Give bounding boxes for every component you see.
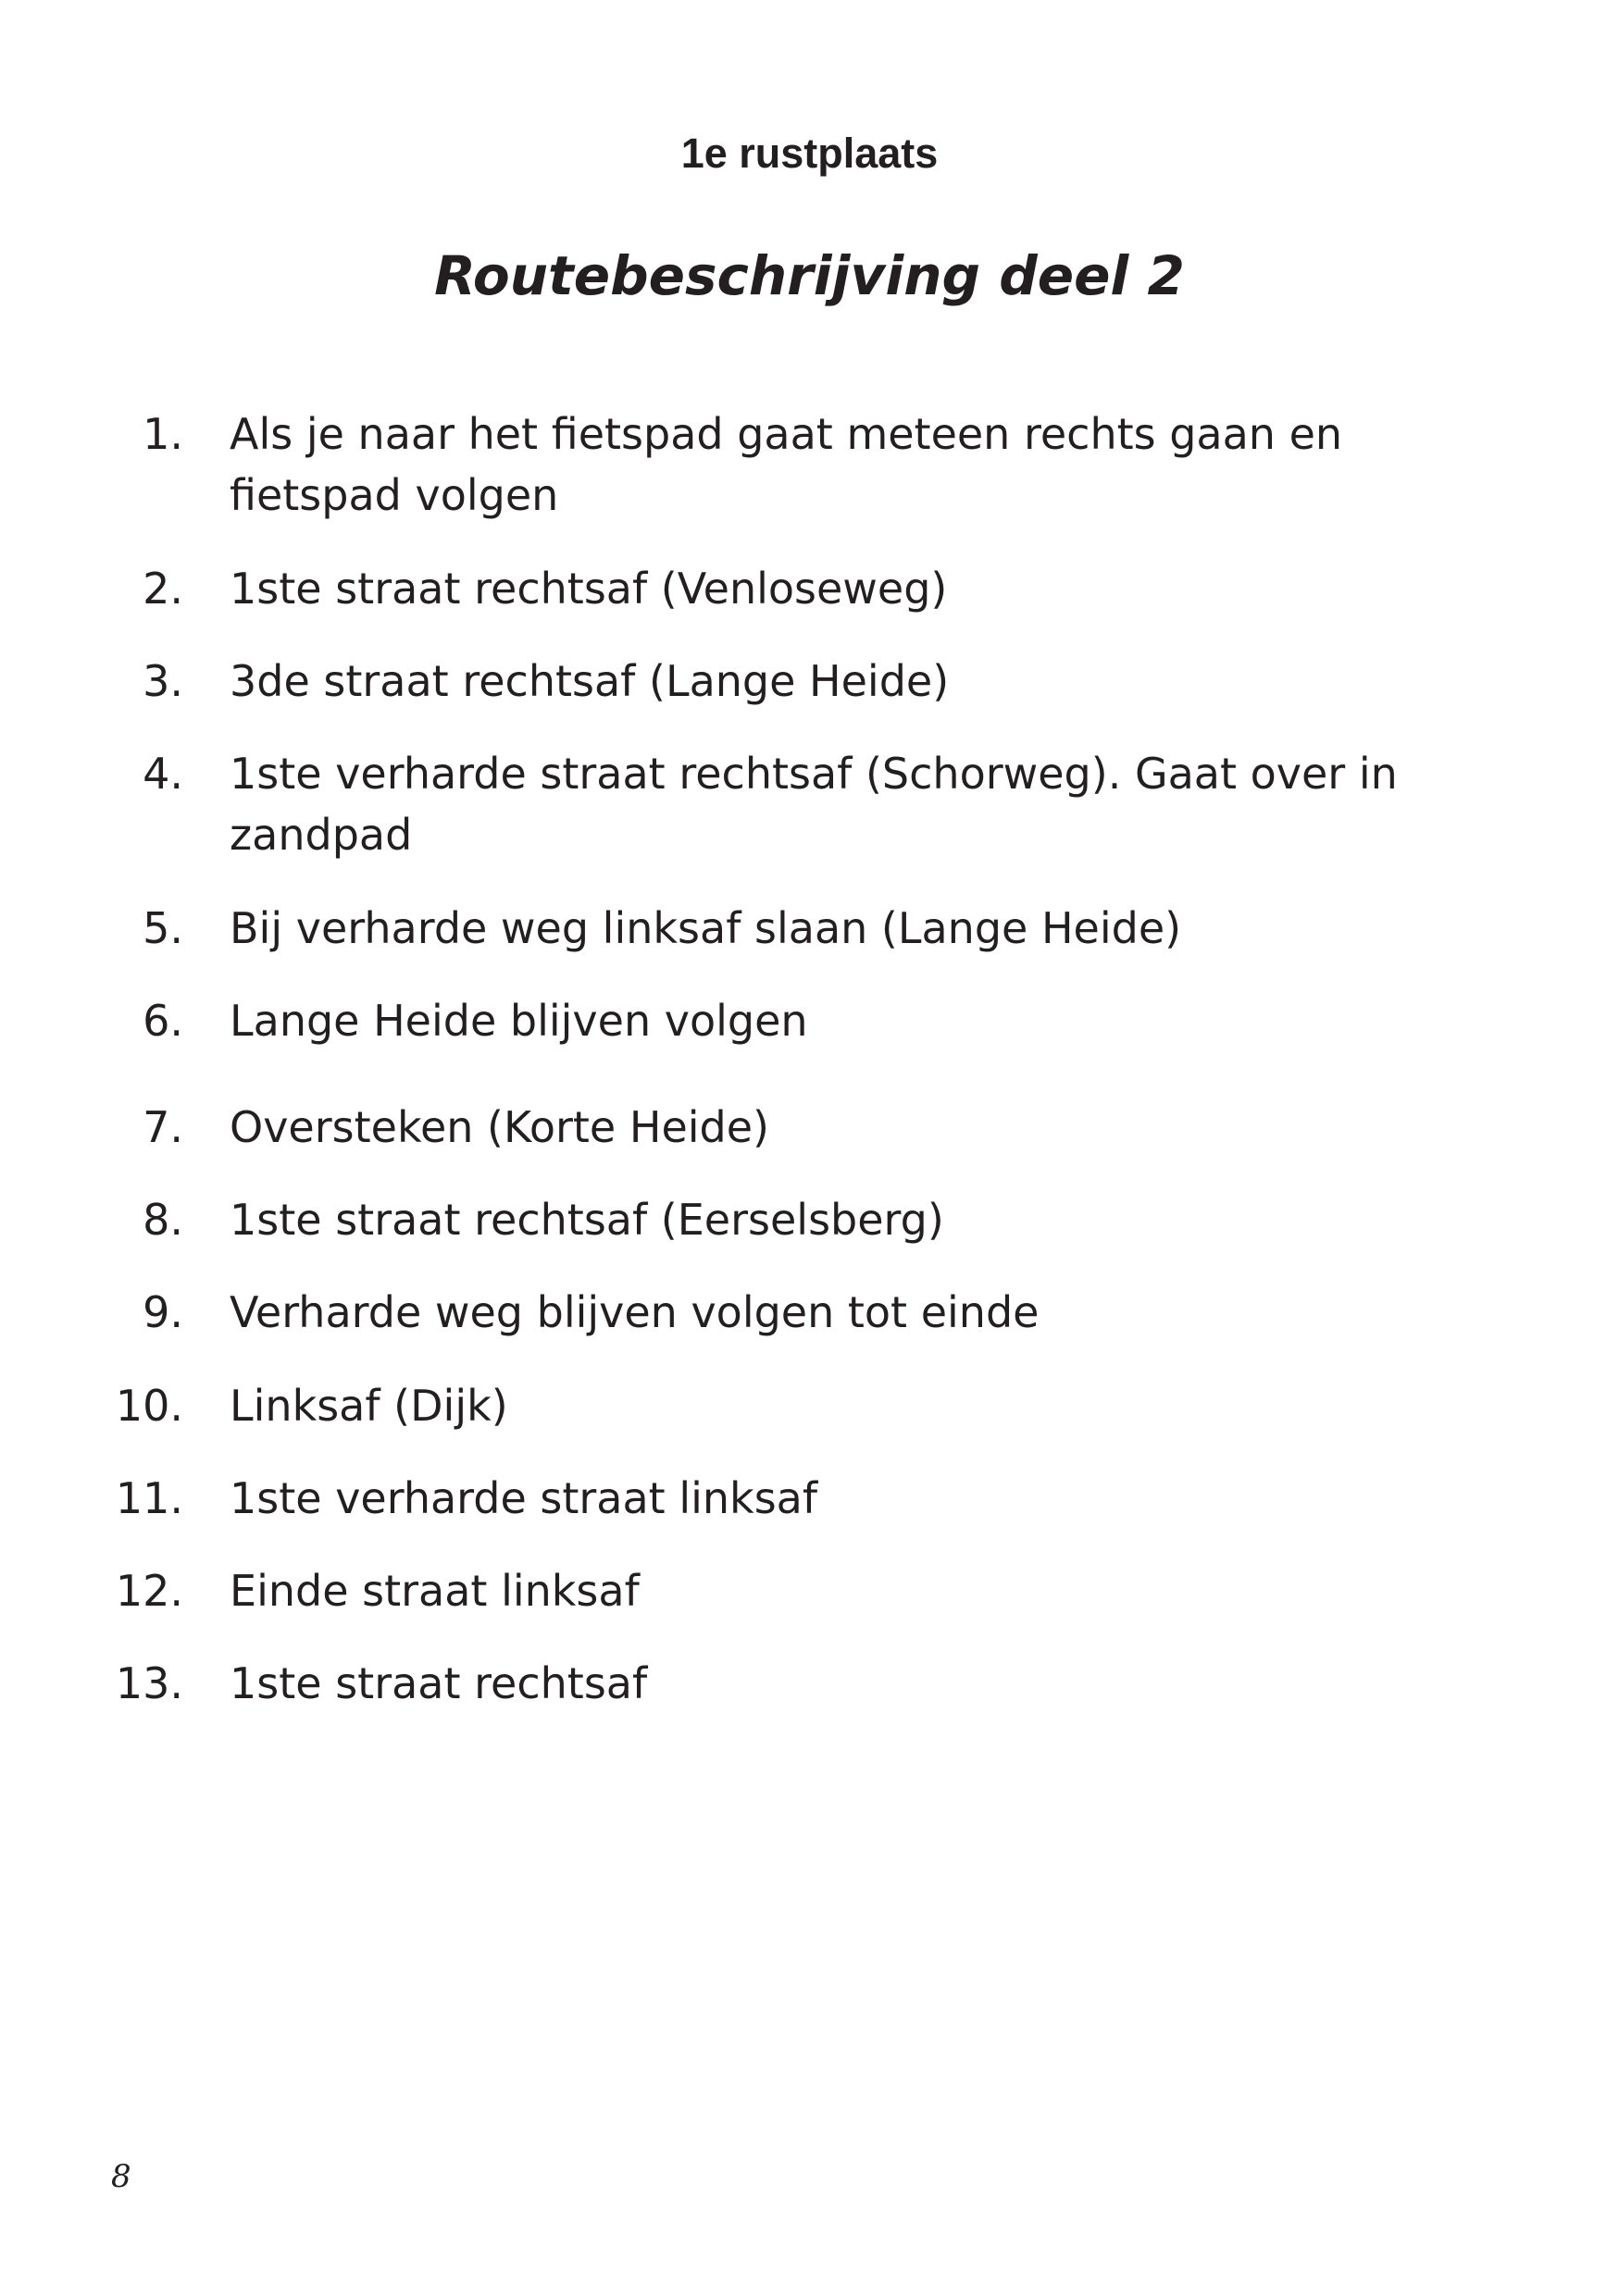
step-number: 8. xyxy=(143,1195,183,1245)
step-text: Oversteken (Korte Heide) xyxy=(230,1102,769,1152)
step-text: Bij verharde weg linksaf slaan (Lange Heide) xyxy=(230,903,1182,953)
step-number: 6. xyxy=(143,996,183,1046)
step-text: 1ste verharde straat linksaf xyxy=(230,1473,818,1523)
step-text: 1ste straat rechtsaf xyxy=(230,1658,648,1708)
step-text: Als je naar het fietspad gaat meteen rechts gaan en fietspad volgen xyxy=(230,409,1343,520)
step-number: 12. xyxy=(115,1566,183,1616)
step-text: 1ste straat rechtsaf (Eerselsberg) xyxy=(230,1195,944,1245)
step-text: Linksaf (Dijk) xyxy=(230,1381,508,1431)
step-number: 4. xyxy=(143,749,183,799)
step-number: 3. xyxy=(143,656,183,706)
step-text: Lange Heide blijven volgen xyxy=(230,996,808,1046)
step-text: 1ste verharde straat rechtsaf (Schorweg). Gaat over in zandpad xyxy=(230,749,1398,860)
step-text: Einde straat linksaf xyxy=(230,1566,640,1616)
step-text: 3de straat rechtsaf (Lange Heide) xyxy=(230,656,950,706)
step-text: 1ste straat rechtsaf (Venloseweg) xyxy=(230,564,948,614)
step-number: 5. xyxy=(143,903,183,953)
step-number: 2. xyxy=(143,564,183,614)
page-title: Routebeschrijving deel 2 xyxy=(434,244,1185,307)
page-number: 8 xyxy=(111,2158,131,2195)
step-number: 9. xyxy=(143,1287,183,1337)
step-number: 1. xyxy=(143,409,183,459)
section-subtitle: 1e rustplaats xyxy=(680,130,939,177)
step-text: Verharde weg blijven volgen tot einde xyxy=(230,1287,1040,1337)
step-number: 10. xyxy=(115,1381,183,1431)
step-number: 13. xyxy=(115,1658,183,1708)
step-number: 11. xyxy=(115,1473,183,1523)
step-number: 7. xyxy=(143,1102,183,1152)
